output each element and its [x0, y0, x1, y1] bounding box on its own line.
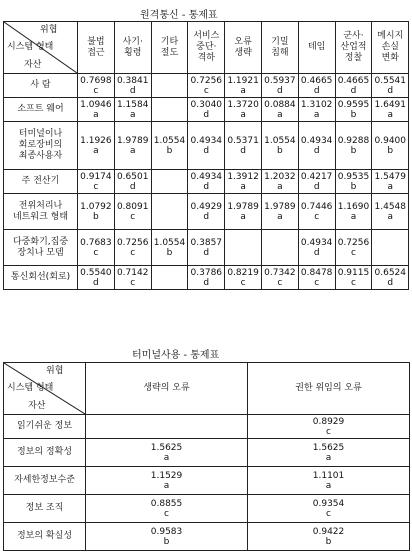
table-cell	[335, 194, 372, 230]
corner-system-type-label: 시스템 형태	[7, 383, 54, 393]
table-cell	[188, 170, 225, 194]
cell-value: 0.7446	[300, 201, 333, 212]
cell-grade: a	[313, 109, 320, 120]
table2-corner-header	[4, 363, 86, 415]
table-cell	[335, 170, 372, 194]
table-row	[4, 266, 409, 290]
cell-grade: d	[387, 277, 394, 288]
cell-grade: a	[350, 211, 357, 222]
cell-grade: c	[93, 85, 99, 96]
row-label: 자세한정보수준	[14, 475, 75, 485]
table-cell	[78, 194, 115, 230]
threat-control-table-terminal-use	[3, 362, 410, 551]
table-row	[4, 523, 410, 551]
cell-grade: b	[350, 109, 357, 120]
threat-control-table-telecom	[3, 21, 409, 290]
row-label: 정보의 확실성	[16, 531, 73, 541]
table-cell	[225, 266, 262, 290]
cell-value: 0.9535	[337, 171, 370, 182]
cell-value: 0.7683	[80, 237, 112, 248]
cell-value: 1.9789	[264, 201, 296, 212]
cell-value: 1.5625	[312, 442, 345, 453]
cell-grade: d	[129, 181, 136, 192]
table-row	[4, 467, 410, 495]
row-label: 소프트 웨어	[17, 104, 64, 114]
column-header-label: 불법 접근	[87, 36, 105, 58]
cell-grade: a	[387, 181, 394, 192]
table-cell	[188, 74, 225, 98]
cell-value: 1.1101	[312, 470, 345, 481]
cell-grade: d	[203, 109, 210, 120]
table-cell	[298, 122, 335, 170]
row-header	[4, 266, 78, 290]
cell-value: 0.5937	[264, 75, 296, 86]
cell-grade: d	[387, 85, 394, 96]
table-cell	[261, 74, 298, 98]
table-row	[4, 170, 409, 194]
row-header	[4, 74, 78, 98]
cell-grade: c	[164, 508, 169, 519]
table-row	[4, 98, 409, 122]
table-row	[4, 495, 410, 523]
row-header	[4, 439, 86, 467]
cell-grade: c	[314, 277, 320, 288]
table-cell	[188, 230, 225, 266]
cell-value: 1.3912	[227, 171, 259, 182]
cell-grade: d	[93, 277, 99, 288]
cell-grade: a	[387, 109, 394, 120]
cell-value: 1.3102	[300, 99, 333, 110]
cell-grade: a	[277, 211, 283, 222]
cell-value: 0.4217	[300, 171, 333, 182]
column-header	[372, 22, 409, 74]
cell-value: 0.6501	[116, 171, 149, 182]
table-cell	[335, 230, 372, 266]
corner-asset-label: 자산	[28, 401, 46, 411]
cell-value: 0.7342	[264, 267, 296, 278]
cell-value: 0.4934	[190, 171, 223, 182]
cell-value: 0.3040	[190, 99, 223, 110]
table-cell	[114, 98, 151, 122]
table-cell	[151, 194, 188, 230]
table-cell	[78, 170, 115, 194]
cell-grade: a	[93, 109, 99, 120]
cell-grade: a	[129, 145, 136, 156]
cell-value: 1.0792	[80, 201, 112, 212]
table-cell	[261, 98, 298, 122]
column-header-label: 오류 생략	[234, 36, 252, 58]
table-cell	[225, 74, 262, 98]
table-cell	[114, 266, 151, 290]
cell-grade: d	[203, 145, 210, 156]
cell-grade: a	[93, 145, 99, 156]
cell-grade: d	[350, 85, 357, 96]
table-cell	[151, 170, 188, 194]
cell-value: 1.2032	[264, 171, 296, 182]
cell-grade: c	[240, 277, 246, 288]
table-cell	[225, 98, 262, 122]
table-cell	[261, 122, 298, 170]
column-header-label: 권한 위임의 오류	[295, 383, 362, 393]
table2-title: 터미널사용 - 통제표	[132, 350, 220, 361]
cell-grade: a	[240, 181, 246, 192]
cell-value: 0.3786	[190, 267, 223, 278]
table-cell	[78, 230, 115, 266]
table-cell	[248, 495, 410, 523]
table-row	[4, 439, 410, 467]
table-cell	[151, 98, 188, 122]
cell-value: 0.3841	[116, 75, 149, 86]
cell-grade: d	[277, 85, 283, 96]
cell-value: 1.1921	[227, 75, 259, 86]
cell-value: 0.9422	[312, 526, 345, 537]
cell-grade: d	[203, 277, 210, 288]
row-header	[4, 415, 86, 439]
column-header	[225, 22, 262, 74]
table-cell	[86, 523, 248, 551]
row-header	[4, 98, 78, 122]
row-header	[4, 523, 86, 551]
table-row	[4, 122, 409, 170]
table-cell	[225, 194, 262, 230]
column-header	[151, 22, 188, 74]
column-header	[248, 363, 410, 415]
cell-value: 0.6524	[374, 267, 407, 278]
cell-grade: b	[163, 536, 170, 547]
column-header	[78, 22, 115, 74]
column-header	[114, 22, 151, 74]
table-cell	[298, 266, 335, 290]
cell-value: 0.7256	[116, 237, 149, 248]
row-header	[4, 230, 78, 266]
cell-value: 0.7142	[116, 267, 149, 278]
table-cell	[261, 266, 298, 290]
cell-grade: d	[203, 211, 210, 222]
cell-grade: b	[166, 247, 173, 258]
row-label: 읽기쉬운 정보	[16, 421, 73, 431]
table-row	[4, 415, 410, 439]
row-header	[4, 467, 86, 495]
cell-grade: a	[163, 452, 170, 463]
table-cell	[114, 74, 151, 98]
cell-value: 0.4665	[337, 75, 370, 86]
table-cell	[372, 230, 409, 266]
cell-grade: c	[203, 85, 209, 96]
cell-grade: c	[93, 247, 99, 258]
cell-value: 0.9354	[312, 498, 345, 509]
cell-grade: a	[163, 480, 170, 491]
cell-value: 0.9595	[337, 99, 370, 110]
cell-value: 0.4665	[300, 75, 333, 86]
table-cell	[86, 467, 248, 495]
row-label: 전위처리나 네트워크 형태	[12, 200, 69, 222]
table-cell	[372, 194, 409, 230]
cell-grade: b	[93, 211, 99, 222]
cell-value: 0.4934	[300, 237, 333, 248]
row-label: 통신회선(회로)	[10, 272, 71, 282]
cell-grade: c	[130, 247, 136, 258]
cell-value: 0.9583	[150, 526, 183, 537]
column-header	[298, 22, 335, 74]
table-cell	[261, 194, 298, 230]
column-header-label: 생략의 오류	[143, 383, 190, 393]
table-cell	[78, 98, 115, 122]
table1-corner-header	[4, 22, 78, 74]
cell-grade: d	[313, 181, 320, 192]
cell-grade: b	[325, 536, 332, 547]
cell-value: 1.1690	[337, 201, 370, 212]
table-cell	[298, 170, 335, 194]
table-cell	[372, 122, 409, 170]
table-cell	[372, 170, 409, 194]
cell-value: 1.6491	[374, 99, 407, 110]
column-header-label: 사기· 횡령	[122, 36, 143, 58]
column-header-label: 기타 절도	[160, 36, 179, 58]
row-header	[4, 495, 86, 523]
corner-threat-label: 위협	[46, 366, 64, 376]
cell-grade: d	[313, 85, 320, 96]
cell-grade: a	[240, 85, 246, 96]
table-row	[4, 230, 409, 266]
row-label: 터미널이나 회로장비의 최종사용자	[18, 129, 63, 161]
row-label: 정보의 정확성	[16, 447, 73, 457]
row-label: 주 전산기	[21, 176, 60, 186]
table-cell	[78, 122, 115, 170]
table-cell	[78, 74, 115, 98]
cell-grade: c	[130, 277, 136, 288]
table-cell	[335, 122, 372, 170]
cell-value: 0.4929	[190, 201, 223, 212]
cell-value: 1.4548	[374, 201, 407, 212]
row-label: 정보 조직	[25, 503, 64, 513]
cell-grade: c	[130, 211, 136, 222]
table-cell	[114, 194, 151, 230]
cell-value: 0.9115	[337, 267, 370, 278]
table-cell	[335, 98, 372, 122]
cell-value: 1.0554	[153, 237, 186, 248]
table-cell	[151, 122, 188, 170]
table-cell	[188, 194, 225, 230]
table-cell	[86, 415, 248, 439]
cell-value: 1.1926	[80, 135, 112, 146]
column-header-label: 기밀 침해	[271, 36, 289, 58]
table-cell	[248, 415, 410, 439]
cell-value: 0.9400	[374, 135, 407, 146]
row-label: 사 람	[30, 80, 51, 90]
table-cell	[151, 230, 188, 266]
cell-grade: d	[313, 247, 320, 258]
cell-value: 0.8855	[150, 498, 183, 509]
cell-value: 0.4934	[300, 135, 333, 146]
corner-asset-label: 자산	[24, 60, 42, 70]
cell-value: 1.0554	[153, 135, 186, 146]
cell-value: 0.5541	[374, 75, 407, 86]
cell-value: 0.8478	[300, 267, 333, 278]
cell-grade: b	[387, 145, 394, 156]
table-cell	[248, 467, 410, 495]
table-cell	[114, 170, 151, 194]
cell-grade: a	[325, 480, 332, 491]
cell-grade: c	[93, 181, 99, 192]
table-cell	[335, 266, 372, 290]
cell-value: 1.0554	[264, 135, 296, 146]
cell-grade: b	[277, 145, 283, 156]
cell-value: 0.9288	[337, 135, 370, 146]
table-cell	[188, 122, 225, 170]
cell-value: 0.8219	[227, 267, 259, 278]
cell-value: 0.9174	[80, 171, 112, 182]
table-cell	[114, 122, 151, 170]
table-cell	[225, 170, 262, 194]
cell-grade: a	[277, 181, 283, 192]
table-cell	[248, 523, 410, 551]
column-header-label: 메시지 손실 변화	[377, 31, 404, 63]
table-cell	[335, 74, 372, 98]
cell-grade: a	[277, 109, 283, 120]
row-label: 다중화기,집중 장치나 모뎀	[12, 236, 69, 258]
row-header	[4, 122, 78, 170]
table-cell	[372, 74, 409, 98]
cell-grade: c	[326, 508, 331, 519]
cell-grade: a	[387, 211, 394, 222]
cell-value: 1.5625	[150, 442, 183, 453]
cell-grade: d	[203, 247, 210, 258]
table-cell	[261, 230, 298, 266]
cell-value: 0.7698	[80, 75, 112, 86]
table-cell	[298, 194, 335, 230]
table-cell	[298, 230, 335, 266]
column-header	[335, 22, 372, 74]
cell-grade: d	[129, 85, 136, 96]
cell-grade: c	[326, 426, 331, 437]
cell-value: 0.8929	[312, 416, 345, 427]
table1-title: 원격통신 - 통제표	[140, 10, 218, 21]
table-cell	[372, 266, 409, 290]
cell-value: 0.7256	[190, 75, 223, 86]
cell-grade: c	[351, 277, 356, 288]
table-cell	[86, 495, 248, 523]
column-header-label: 서비스 중단· 격하	[193, 31, 220, 63]
column-header-label: 군사· 산업적 정찰	[340, 31, 367, 63]
table-cell	[86, 439, 248, 467]
cell-value: 1.1584	[116, 99, 149, 110]
cell-value: 0.5371	[227, 135, 259, 146]
table-cell	[372, 98, 409, 122]
row-header	[4, 194, 78, 230]
cell-value: 1.5479	[374, 171, 407, 182]
cell-grade: d	[313, 145, 320, 156]
table-cell	[225, 122, 262, 170]
cell-value: 1.1529	[150, 470, 183, 481]
table-row	[4, 74, 409, 98]
column-header-label: 테임	[307, 42, 326, 52]
cell-grade: c	[277, 277, 283, 288]
table-cell	[248, 439, 410, 467]
column-header	[188, 22, 225, 74]
table-row	[4, 194, 409, 230]
cell-grade: a	[129, 109, 136, 120]
cell-grade: b	[350, 181, 357, 192]
cell-grade: a	[325, 452, 332, 463]
table-cell	[298, 98, 335, 122]
cell-value: 0.4934	[190, 135, 223, 146]
cell-value: 0.7256	[337, 237, 370, 248]
cell-grade: a	[240, 109, 246, 120]
table-cell	[261, 170, 298, 194]
table-cell	[78, 266, 115, 290]
cell-grade: a	[240, 211, 246, 222]
column-header	[261, 22, 298, 74]
table-cell	[114, 230, 151, 266]
cell-value: 0.8091	[116, 201, 149, 212]
cell-grade: b	[166, 145, 173, 156]
corner-system-type-label: 시스템 형태	[7, 42, 54, 52]
cell-grade: c	[351, 247, 356, 258]
row-header	[4, 170, 78, 194]
cell-grade: d	[203, 181, 210, 192]
cell-value: 0.5540	[80, 267, 112, 278]
table-cell	[188, 266, 225, 290]
cell-grade: b	[350, 145, 357, 156]
cell-value: 1.0946	[80, 99, 112, 110]
cell-value: 0.3857	[190, 237, 223, 248]
table-cell	[188, 98, 225, 122]
corner-threat-label: 위협	[40, 25, 58, 35]
table-cell	[151, 74, 188, 98]
cell-grade: c	[314, 211, 320, 222]
table-cell	[151, 266, 188, 290]
cell-value: 1.9789	[116, 135, 149, 146]
cell-grade: d	[240, 145, 246, 156]
cell-value: 0.0884	[264, 99, 296, 110]
column-header	[86, 363, 248, 415]
cell-value: 1.3720	[227, 99, 259, 110]
table-cell	[225, 230, 262, 266]
table-cell	[298, 74, 335, 98]
cell-value: 1.9789	[227, 201, 259, 212]
